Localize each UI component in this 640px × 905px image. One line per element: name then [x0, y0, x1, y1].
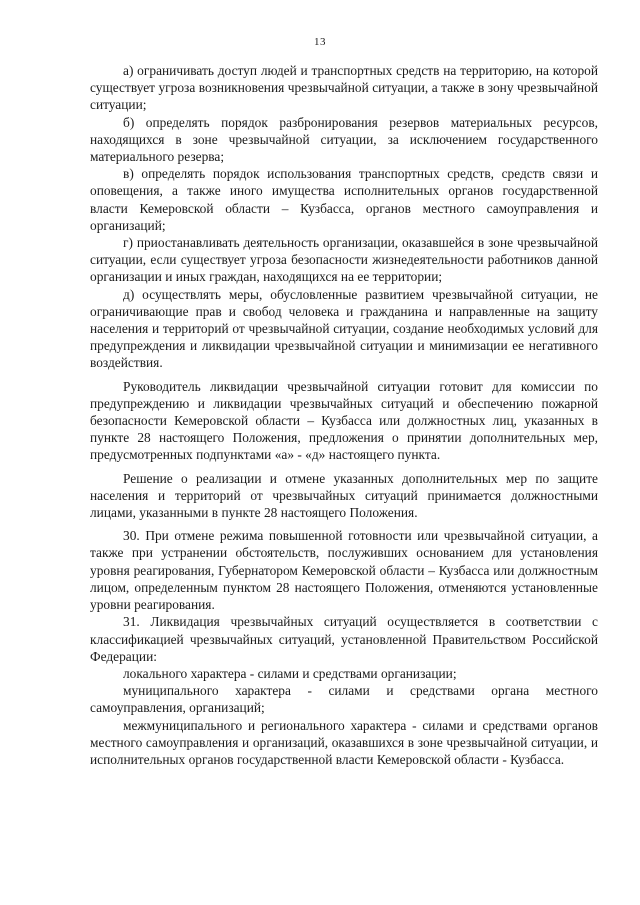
paragraph-b: б) определять порядок разбронирования резервов материальных ресурсов, находящихся в зоне чрезвычайной ситуации, за исключением государственного материального резерва;: [90, 114, 598, 165]
paragraph-head-of-liquidation: Руководитель ликвидации чрезвычайной ситуации готовит для комиссии по предупреждению и ликвидации чрезвычайных ситуаций и обеспечению пожарной безопасности Кемеровской области – Кузбасса или должностных лиц, указанных в пункте 28 настоящего Положения, предложения о принятии дополнительных мер, предусмотренных подпунктами «а» - «д» настоящего пункта.: [90, 378, 598, 463]
paragraph-municipal: муниципального характера - силами и средствами органа местного самоуправления, организаций;: [90, 683, 598, 716]
paragraph-local: локального характера - силами и средствами организации;: [123, 665, 457, 681]
paragraph-v: в) определять порядок использования транспортных средств, средств связи и оповещения, а также иного имущества исполнительных органов государственной власти Кемеровской области – Кузбасса, органов местного самоуправления и организаций;: [90, 166, 598, 233]
paragraph-d: д) осуществлять меры, обусловленные развитием чрезвычайной ситуации, не ограничивающие прав и свобод человека и гражданина и направленные на защиту населения и территорий от чрезвычайной ситуации, создание необходимых условий для предупреждения и ликвидации чрезвычайной ситуации и минимизации ее негативного воздействия.: [90, 286, 598, 371]
page-number: 13: [314, 36, 326, 48]
paragraph-30: 30. При отмене режима повышенной готовности или чрезвычайной ситуации, а также при устранении обстоятельств, послуживших основанием для установления уровня реагирования, Губернатором Кемеровской области – Кузбасса или должностным лицом, определенным пунктом 28 настоящего Положения, отменяются установленные уровни реагирования.: [90, 528, 598, 613]
paragraph-regional: межмуниципального и регионального характера - силами и средствами органов местного самоуправления и организаций, оказавшихся в зоне чрезвычайной ситуации, и исполнительных органов государственной власти Кемеровской области - Кузбасса.: [90, 717, 598, 767]
paragraph-31: 31. Ликвидация чрезвычайных ситуаций осуществляется в соответствии с классификацией чрезвычайных ситуаций, установленной Правительством Российской Федерации:: [90, 614, 598, 664]
paragraph-g: г) приостанавливать деятельность организации, оказавшейся в зоне чрезвычайной ситуации, если существует угроза безопасности жизнедеятельности работников данной организации и иных граждан, находящихся на ее территории;: [90, 235, 598, 285]
paragraph-decision: Решение о реализации и отмене указанных дополнительных мер по защите населения и территорий от чрезвычайных ситуаций принимается должностными лицами, указанными в пункте 28 настоящего Положения.: [90, 470, 598, 521]
document-body: [90, 62, 598, 768]
paragraph-a: а) ограничивать доступ людей и транспортных средств на территорию, на которой существует угроза возникновения чрезвычайной ситуации, а также в зону чрезвычайной ситуации;: [90, 63, 598, 113]
